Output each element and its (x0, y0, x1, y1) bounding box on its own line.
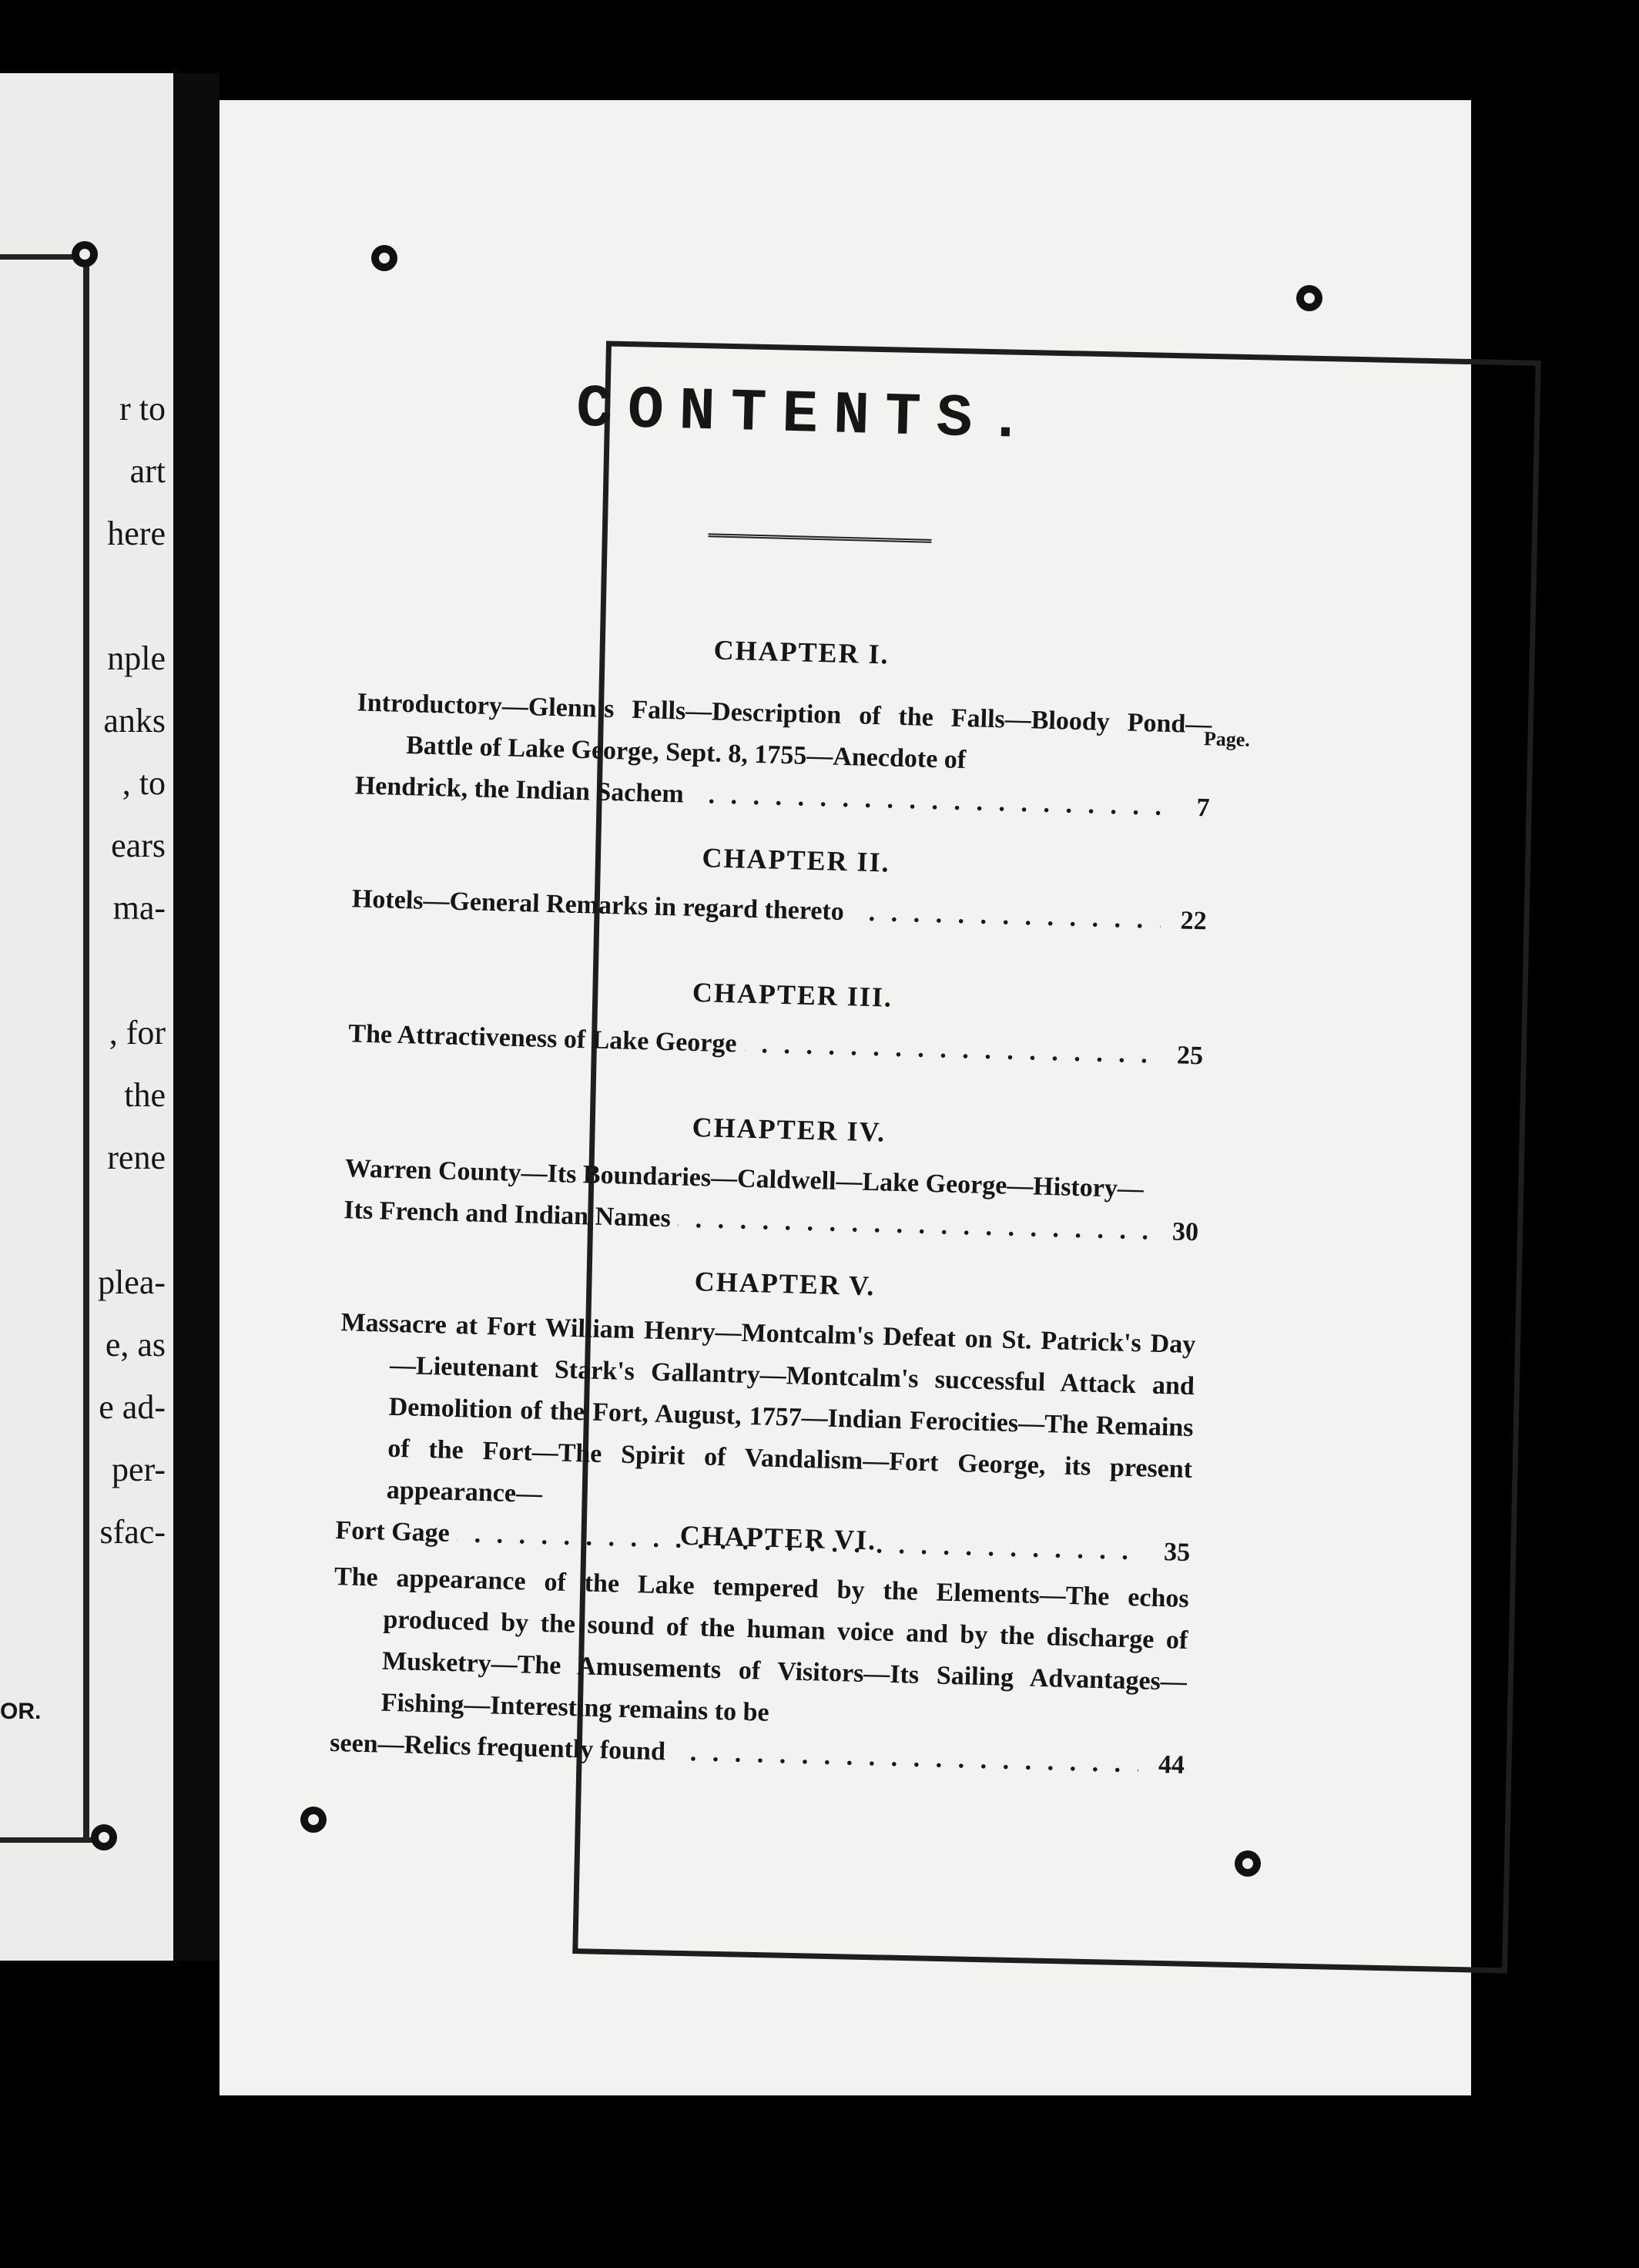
chapter-heading: CHAPTER VI. (679, 1519, 877, 1556)
contents-page (220, 100, 1471, 2095)
chapter-page-number: 30 (1171, 1217, 1199, 1247)
chapter-summary-end: Hendrick, the Indian Sachem (354, 771, 685, 809)
chapter-entry (348, 1013, 1204, 1077)
left-page-line: e ad- (99, 1388, 166, 1426)
left-page-line: the (124, 1076, 166, 1114)
chapter-page-number: 35 (1163, 1538, 1191, 1568)
chapter-summary-end: Fort Gage (335, 1516, 451, 1548)
left-page-line: sfac- (99, 1513, 166, 1551)
chapter-summary-end: seen—Relics frequently found (329, 1728, 666, 1766)
chapter-summary: The appearance of the Lake tempered by the Elements—The echos produced by the sound of the human voice and by the discharge of Musketry—The Amusements of Visitors—Its Sailing Advantages—Fishing—Interesting remains to be (333, 1562, 1190, 1727)
left-page-line: , for (109, 1014, 166, 1052)
chapter-summary-end: Hotels—General Remarks in regard thereto (351, 884, 845, 927)
left-frame-corner-ornament (72, 241, 98, 267)
left-frame-corner-ornament (91, 1824, 117, 1850)
dot-leader (851, 891, 1161, 941)
chapter-last-line (347, 1015, 1204, 1077)
left-page-line: rene (107, 1139, 166, 1176)
left-page-line: here (107, 515, 166, 552)
left-page-fragment (0, 73, 173, 1961)
frame-corner-ornament (371, 245, 397, 271)
chapter-page-number: 7 (1196, 793, 1210, 823)
chapter-last-line (329, 1724, 1185, 1787)
dot-leader (744, 1024, 1158, 1076)
book-gutter (173, 73, 220, 1961)
chapter-entry (330, 1556, 1190, 1787)
contents-body (312, 370, 1266, 1857)
chapter-heading: CHAPTER II. (702, 842, 891, 878)
chapter-summary-end: Its French and Indian Names (343, 1196, 672, 1233)
page-title: CONTENTS. (575, 375, 1041, 456)
left-page-line: nple (107, 639, 166, 677)
title-ornament-rule (708, 533, 931, 543)
left-page-line: art (129, 452, 166, 490)
chapter-summary: Warren County—Its Boundaries—Caldwell—Lake George—History— (344, 1154, 1145, 1204)
left-page-line: plea- (98, 1263, 166, 1301)
chapter-heading: CHAPTER I. (713, 634, 890, 670)
dot-leader (691, 774, 1164, 828)
chapter-summary: Massacre at Fort William Henry—Montcalm's Defeat on St. Patrick's Day—Lieutenant Stark's Gallantry—Montcalm's successful Attack and Demolition of the Fort, August, 1757—Indian Ferocities—The Remains of the Fort—The Spirit of Vandalism—Fort George, its present appearance— (340, 1308, 1196, 1509)
left-page-line: anks (103, 702, 166, 740)
left-page-line: ma- (112, 889, 166, 927)
chapter-page-number: 44 (1158, 1750, 1185, 1780)
dot-leader (672, 1732, 1138, 1786)
left-page-line: ears (111, 827, 166, 864)
left-page-signature: OR. (0, 1699, 42, 1724)
left-page-line: per- (112, 1451, 166, 1488)
frame-corner-ornament (1296, 285, 1322, 311)
chapter-entry (351, 878, 1207, 942)
chapter-entry (354, 682, 1212, 829)
chapter-heading: CHAPTER V. (694, 1266, 876, 1302)
chapter-page-number: 22 (1180, 906, 1208, 936)
chapter-summary-end: The Attractiveness of Lake George (347, 1019, 737, 1059)
dot-leader (678, 1199, 1153, 1253)
left-page-line: r to (119, 390, 166, 428)
chapter-entry (344, 1148, 1200, 1253)
chapter-last-line (354, 767, 1210, 829)
frame-corner-ornament (1235, 1850, 1261, 1877)
page-column-label: Page. (1203, 727, 1251, 751)
chapter-last-line (351, 880, 1208, 942)
chapter-heading: CHAPTER III. (692, 976, 893, 1013)
chapter-page-number: 25 (1176, 1041, 1204, 1071)
chapter-summary: Introductory—Glenn's Falls—Description of the Falls—Bloody Pond—Battle of Lake George, Sept. 8, 1755—Anecdote of (357, 688, 1212, 775)
left-page-line: , to (122, 764, 166, 802)
chapter-heading: CHAPTER IV. (692, 1111, 887, 1148)
left-page-line: e, as (105, 1326, 166, 1364)
